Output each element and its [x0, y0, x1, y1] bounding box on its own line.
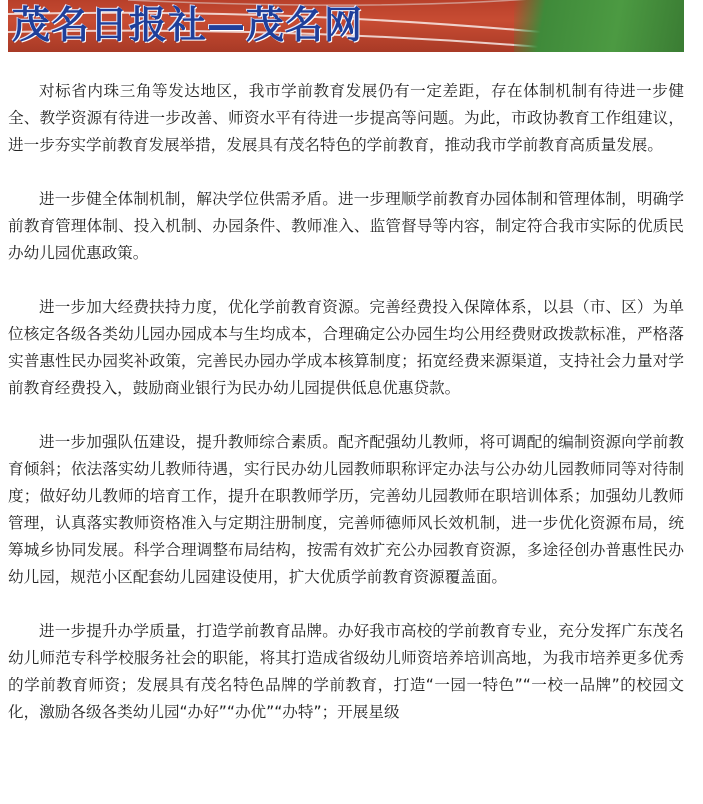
- article-paragraph: 进一步健全体制机制，解决学位供需矛盾。进一步理顺学前教育办园体制和管理体制，明确学前教育管理体制、投入机制、办园条件、教师准入、监管督导等内容，制定符合我市实际的优质民办幼儿园优惠政策。: [8, 190, 684, 262]
- banner-title: 茂名日报社—茂名网: [12, 3, 364, 47]
- article-body: [8, 78, 684, 753]
- article-paragraph: 进一步加强队伍建设，提升教师综合素质。配齐配强幼儿教师，将可调配的编制资源向学前教育倾斜；依法落实幼儿教师待遇，实行民办幼儿园教师职称评定办法与公办幼儿园教师同等对待制度；做好幼儿教师的培育工作，提升在职教师学历，完善幼儿园教师在职培训体系；加强幼儿教师管理，认真落实教师资格准入与定期注册制度，完善师德师风长效机制，进一步优化资源布局，统筹城乡协同发展。科学合理调整布局结构，按需有效扩充公办园教育资源，多途径创办普惠性民办幼儿园，规范小区配套幼儿园建设使用，扩大优质学前教育资源覆盖面。: [8, 433, 684, 586]
- article-paragraph: 进一步加大经费扶持力度，优化学前教育资源。完善经费投入保障体系，以县（市、区）为单位核定各级各类幼儿园办园成本与生均成本，合理确定公办园生均公用经费财政拨款标准，严格落实普惠性民办园奖补政策，完善民办园办学成本核算制度；拓宽经费来源渠道，支持社会力量对学前教育经费投入，鼓励商业银行为民办幼儿园提供低息优惠贷款。: [8, 298, 684, 397]
- site-banner: [8, 0, 684, 52]
- article-paragraph: 对标省内珠三角等发达地区，我市学前教育发展仍有一定差距，存在体制机制有待进一步健全、教学资源有待进一步改善、师资水平有待进一步提高等问题。为此，市政协教育工作组建议，进一步夯实学前教育发展举措，发展具有茂名特色的学前教育，推动我市学前教育高质量发展。: [8, 82, 684, 154]
- article-paragraph: 进一步提升办学质量，打造学前教育品牌。办好我市高校的学前教育专业，充分发挥广东茂名幼儿师范专科学校服务社会的职能，将其打造成省级幼儿师资培养培训高地，为我市培养更多优秀的学前教育师资；发展具有茂名特色品牌的学前教育，打造“一园一特色”“一校一品牌”的校园文化，激励各级各类幼儿园“办好”“办优”“办特”；开展星级: [8, 622, 684, 721]
- grass-graphic: [514, 0, 684, 52]
